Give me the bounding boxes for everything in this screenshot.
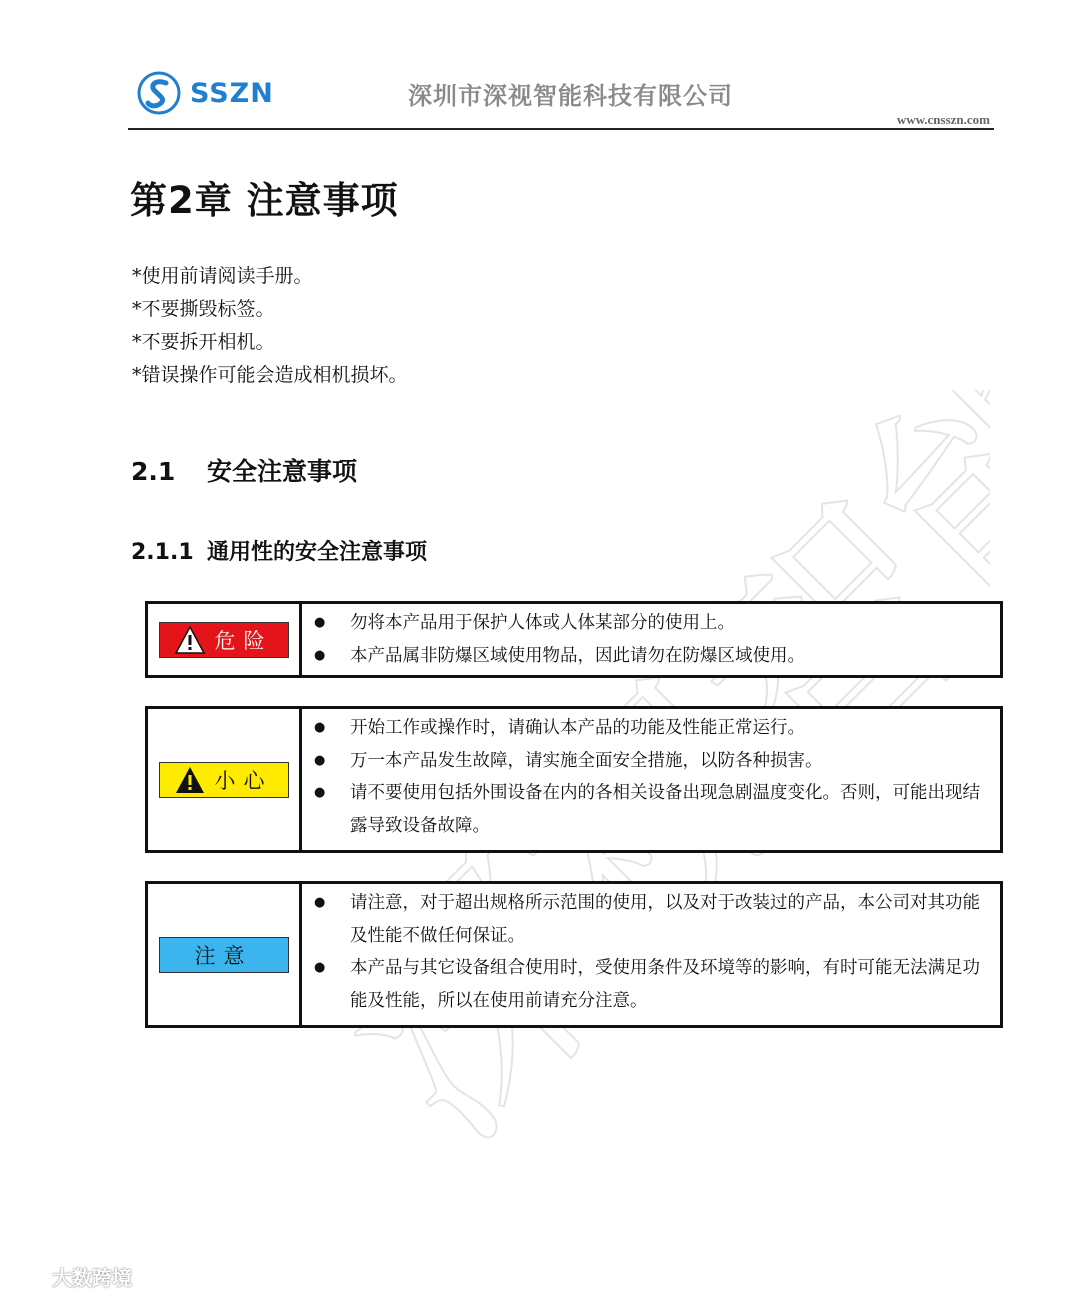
- company-logo: [136, 70, 274, 116]
- subsection-title: 通用性的安全注意事项: [207, 540, 428, 565]
- caution-notice: [145, 706, 1003, 853]
- list-item: ● 本产品与其它设备组合使用时，受使用条件及环境等的影响，有时可能无法满足功能及性能，所以在使用前请充分注意。: [312, 952, 990, 1017]
- list-item: ● 万一本产品发生故障，请实施全面安全措施，以防各种损害。: [312, 745, 990, 778]
- intro-line: *使用前请阅读手册。: [132, 265, 313, 287]
- brand-name: SSZN: [190, 77, 274, 109]
- section-title: 安全注意事项: [207, 457, 358, 486]
- note-label-cell: [148, 884, 302, 1025]
- caution-badge: [159, 762, 289, 798]
- list-item: ● 请不要使用包括外围设备在内的各相关设备出现急剧温度变化。否则，可能出现结露导致设备故障。: [312, 777, 990, 842]
- caution-text-cell: [302, 709, 1000, 850]
- chapter-title: 第2章 注意事项: [130, 179, 399, 222]
- intro-list: [132, 260, 408, 392]
- intro-line: *不要撕毁标签。: [132, 298, 275, 320]
- note-badge: [159, 937, 289, 973]
- intro-line: *错误操作可能会造成相机损坏。: [132, 364, 408, 386]
- subsection-number: 2.1.1: [131, 540, 194, 565]
- note-label: 注意: [194, 943, 253, 968]
- section-number: 2.1: [131, 457, 176, 486]
- sszn-logo-icon: [136, 70, 182, 116]
- list-item: ● 勿将本产品用于保护人体或人体某部分的使用上。: [312, 607, 990, 640]
- note-text-cell: [302, 884, 1000, 1025]
- weibo-logo-icon: [8, 1265, 48, 1289]
- list-item: ● 请注意，对于超出规格所示范围的使用，以及对于改装过的产品，本公司对其功能及性能不做任何保证。: [312, 887, 990, 952]
- bottom-watermark-text: 大数跨境: [52, 1266, 132, 1290]
- warning-triangle-icon: [175, 626, 205, 654]
- intro-line: *不要拆开相机。: [132, 331, 275, 353]
- bottom-watermark: [8, 1262, 132, 1291]
- list-item: ● 本产品属非防爆区域使用物品，因此请勿在防爆区域使用。: [312, 640, 990, 673]
- danger-label-cell: [148, 604, 302, 675]
- note-notice: [145, 881, 1003, 1028]
- section-heading: [131, 452, 357, 488]
- danger-label: 危险: [214, 628, 273, 653]
- danger-text-cell: [302, 604, 1000, 675]
- warning-triangle-icon: [175, 766, 205, 794]
- danger-notice: [145, 601, 1003, 678]
- company-name: 深圳市深视智能科技有限公司: [408, 82, 733, 110]
- list-item: ● 开始工作或操作时，请确认本产品的功能及性能正常运行。: [312, 712, 990, 745]
- danger-badge: [159, 622, 289, 658]
- subsection-heading: [131, 535, 427, 566]
- caution-label-cell: [148, 709, 302, 850]
- website-link[interactable]: www.cnsszn.com: [896, 112, 990, 127]
- caution-label: 小心: [214, 768, 273, 793]
- header-divider: [128, 128, 994, 130]
